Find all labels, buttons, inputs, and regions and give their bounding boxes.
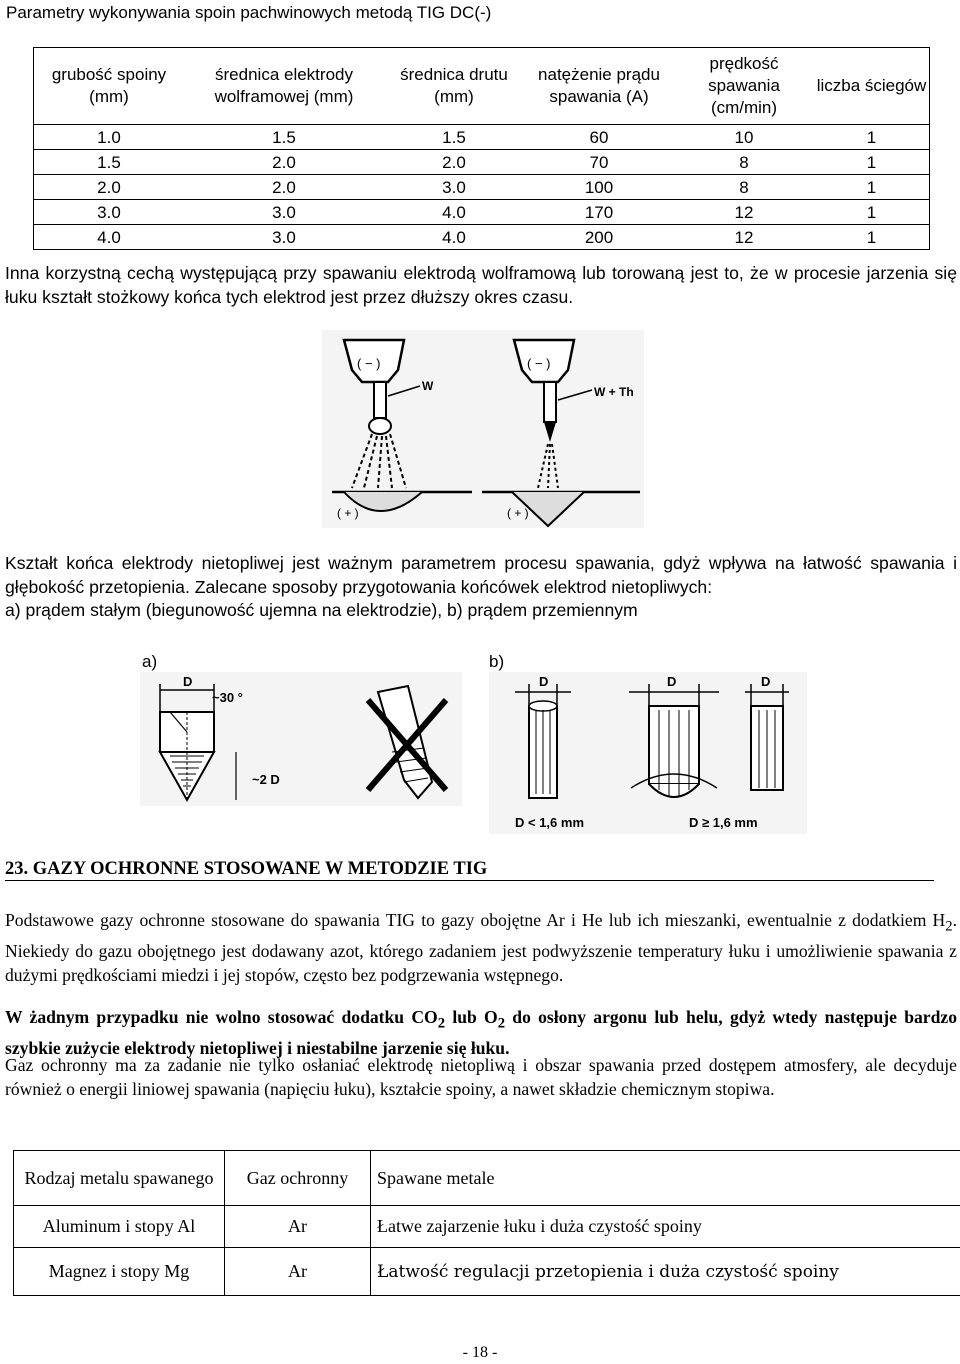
table-cell: 3.0 xyxy=(384,175,524,200)
paragraph-variants: a) prądem stałym (biegunowość ujemna na elektrodzie), b) prądem przemiennym xyxy=(5,600,638,620)
table-cell: 170 xyxy=(524,200,674,225)
length-label: ~2 D xyxy=(252,772,280,787)
label-w: W xyxy=(422,379,434,393)
header-cell: grubość spoiny (mm) xyxy=(51,65,167,106)
paragraph-gas-role: Gaz ochronny ma za zadanie nie tylko osłaniać elektrodę nietopliwą i obszar spawania przed dostępem atmosfery, ale decyduje również o energii liniowej spawania (napięciu łuku), kształcie spoiny, a nawet składzie chemicznym stopiwa. xyxy=(5,1055,957,1099)
gas-table xyxy=(13,1150,960,1296)
diameter-label: D xyxy=(761,674,771,689)
table-cell: 12 xyxy=(674,200,814,225)
subscript: 2 xyxy=(945,918,953,935)
paragraph-sentence: Kształt końca elektrody nietopliwej jest ważnym parametrem procesu spawania, gdyż wpływa na łatwość spawania i głębokość przetopienia. xyxy=(5,553,957,597)
table-cell: 4.0 xyxy=(384,200,524,225)
section-heading: 23. GAZY OCHRONNE STOSOWANE W METODZIE TIG xyxy=(5,859,488,879)
header-cell: Rodzaj metalu spawanego xyxy=(14,1151,225,1206)
table-header-row xyxy=(34,48,930,125)
subscript: 2 xyxy=(437,1015,446,1032)
table-cell: 4.0 xyxy=(34,225,185,250)
table-cell: 1.0 xyxy=(34,125,185,150)
header-cell: liczba ściegów xyxy=(816,76,927,95)
table-cell: 2.0 xyxy=(34,175,185,200)
page-number: - 18 - xyxy=(462,1344,498,1361)
table-cell: 10 xyxy=(674,125,814,150)
table-row xyxy=(34,225,930,250)
paragraph-shielding-gases xyxy=(5,908,957,987)
table-cell: 200 xyxy=(524,225,674,250)
caption-large: D ≥ 1,6 mm xyxy=(689,815,758,830)
heading-underline xyxy=(5,880,934,881)
table-cell: 1 xyxy=(814,200,930,225)
subscript: 2 xyxy=(497,1015,506,1032)
header-cell: Gaz ochronny xyxy=(225,1151,371,1206)
table-row xyxy=(34,125,930,150)
paragraph-text: . Niekiedy do gazu obojętnego jest dodawany azot, którego zadaniem jest podwyższenie temperatury łuku i umożliwienie spawania z dużymi prędkościami miedzi i jej stopów, często bez podgrzewania wstępnego. xyxy=(5,910,957,985)
angle-label: ~30 ° xyxy=(212,690,243,705)
paragraph-warning xyxy=(5,1005,957,1060)
header-cell: Spawane metale xyxy=(371,1151,960,1206)
table-cell: 2.0 xyxy=(184,175,384,200)
table-cell: 3.0 xyxy=(184,200,384,225)
table-cell: 1 xyxy=(814,175,930,200)
table-row xyxy=(14,1248,960,1296)
paragraph-sentence: Zalecane sposoby przygotowania końcówek elektrod nietopliwych: xyxy=(194,577,713,597)
table-row xyxy=(34,150,930,175)
table-cell: 2.0 xyxy=(384,150,524,175)
diameter-label: D xyxy=(183,674,193,689)
caption-small: D < 1,6 mm xyxy=(515,815,585,830)
table-header-row xyxy=(14,1151,960,1206)
page-title: Parametry wykonywania spoin pachwinowych metodą TIG DC(-) xyxy=(6,3,492,22)
plus-label: ( + ) xyxy=(337,506,359,520)
minus-label: ( − ) xyxy=(527,356,551,371)
table-cell: Ar xyxy=(225,1248,371,1296)
table-cell: 1 xyxy=(814,125,930,150)
table-cell: 1.5 xyxy=(384,125,524,150)
diameter-label: D xyxy=(539,674,549,689)
paragraph-text: W żadnym przypadku nie wolno stosować dodatku CO xyxy=(5,1007,438,1027)
table-cell: 3.0 xyxy=(34,200,185,225)
minus-label: ( − ) xyxy=(357,356,381,371)
header-cell: natężenie prądu spawania (A) xyxy=(538,65,660,106)
table-cell: 1 xyxy=(814,225,930,250)
label-a: a) xyxy=(142,652,158,671)
table-cell: 12 xyxy=(674,225,814,250)
paragraph-tip-preparation xyxy=(5,551,957,599)
ac-tip-figure xyxy=(489,672,807,834)
label-b: b) xyxy=(489,652,505,671)
electrode-tip-figure xyxy=(322,330,644,528)
diameter-label: D xyxy=(667,674,677,689)
table-cell: 2.0 xyxy=(184,150,384,175)
header-cell: średnica drutu (mm) xyxy=(400,65,508,106)
table-cell: 1.5 xyxy=(34,150,185,175)
table-cell: Ar xyxy=(225,1206,371,1248)
dc-tip-figure xyxy=(140,672,462,806)
table-row xyxy=(34,200,930,225)
parameters-table xyxy=(33,47,930,250)
table-cell: 8 xyxy=(674,150,814,175)
table-cell: Łatwość regulacji przetopienia i duża czystość spoiny xyxy=(371,1248,960,1296)
paragraph-text: lub O xyxy=(445,1007,498,1027)
plus-label: ( + ) xyxy=(507,506,529,520)
paragraph-text: Podstawowe gazy ochronne stosowane do spawania TIG to gazy obojętne Ar i He lub ich mieszanki, ewentualnie z dodatkiem H xyxy=(5,910,946,930)
table-cell: 70 xyxy=(524,150,674,175)
paragraph-text: do osłony argonu lub helu, gdyż wtedy następuje bardzo szybkie zużycie elektrody nietopliwej i niestabilne jarzenie się łuku. xyxy=(5,1007,957,1058)
table-cell: Łatwe zajarzenie łuku i duża czystość spoiny xyxy=(371,1206,960,1248)
table-cell: 1.5 xyxy=(184,125,384,150)
header-cell: średnica elektrody wolframowej (mm) xyxy=(214,65,354,106)
paragraph-electrode-shape: Inna korzystną cechą występującą przy spawaniu elektrodą wolframową lub torowaną jest to, że w procesie jarzenia się łuku kształt stożkowy końca tych elektrod jest przez dłuższy okres czasu. xyxy=(5,263,957,307)
table-cell: Magnez i stopy Mg xyxy=(14,1248,225,1296)
table-cell: 1 xyxy=(814,150,930,175)
table-row xyxy=(14,1206,960,1248)
table-cell: 3.0 xyxy=(184,225,384,250)
table-row xyxy=(34,175,930,200)
table-cell: 100 xyxy=(524,175,674,200)
table-cell: Aluminum i stopy Al xyxy=(14,1206,225,1248)
label-wth: W + Th xyxy=(594,385,634,399)
table-cell: 60 xyxy=(524,125,674,150)
header-cell: prędkość spawania (cm/min) xyxy=(708,54,780,117)
table-cell: 4.0 xyxy=(384,225,524,250)
table-cell: 8 xyxy=(674,175,814,200)
